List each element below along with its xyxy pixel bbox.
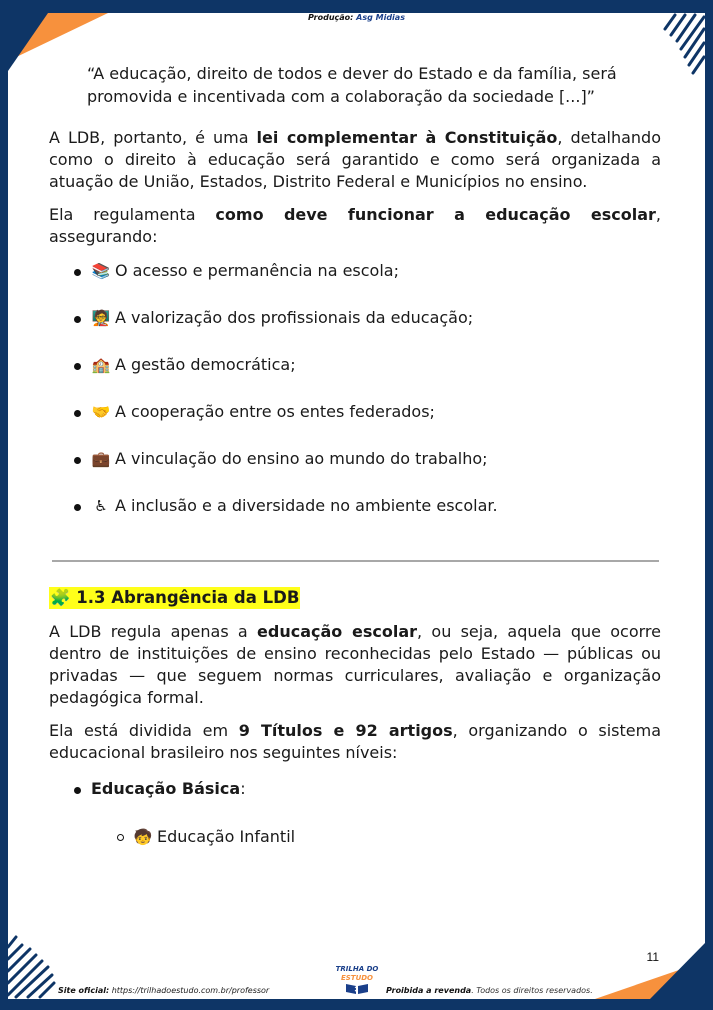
bullet-icon	[74, 316, 81, 323]
list-item-text: A inclusão e a diversidade no ambiente escolar.	[115, 496, 498, 515]
paragraph-ldb-complementary	[49, 127, 661, 193]
levels-list	[49, 778, 661, 848]
level-title: Educação Básica	[91, 779, 241, 798]
list-item	[49, 260, 661, 307]
bullet-icon	[74, 410, 81, 417]
bold-text: lei complementar à Constituição	[256, 128, 558, 147]
rights-bold: Proibida a revenda	[386, 986, 472, 995]
books-icon: 📚	[91, 262, 111, 280]
document-page	[8, 13, 705, 999]
text: , assegurando:	[49, 205, 661, 246]
logo-line2: ESTUDO	[340, 974, 374, 982]
section-heading	[49, 587, 300, 609]
list-item-text: O acesso e permanência na escola;	[115, 261, 399, 280]
text: , ou seja, aquela que ocorre dentro de instituições de ensino reconhecidas pelo Estado — públicas ou privadas — que seguem normas curriculares, avaliação e organização pedagógica formal.	[49, 622, 662, 707]
list-item	[49, 354, 661, 401]
wheelchair-icon: ♿	[94, 497, 108, 515]
school-icon: 🏫	[91, 356, 111, 374]
bullet-icon	[74, 787, 81, 794]
book-icon	[346, 984, 368, 994]
page-number: 11	[646, 950, 659, 964]
footer-rights	[386, 986, 593, 995]
text: , detalhando como o direito à educação será garantido e como será organizada a atuação de União, Estados, Distrito Federal e Municípios no ensino.	[49, 128, 662, 191]
corner-decoration-bottom-right	[595, 939, 705, 999]
list-item	[49, 778, 661, 848]
list-item-text: A valorização dos profissionais da educação;	[115, 308, 474, 327]
brand-logo	[327, 965, 387, 994]
list-item	[49, 401, 661, 448]
list-item	[49, 307, 661, 354]
constitution-quote: “A educação, direito de todos e dever do Estado e da família, será promovida e incentivada com a colaboração da sociedade [...]”	[87, 64, 617, 106]
list-item	[49, 495, 661, 542]
footer-site	[58, 986, 269, 995]
bullet-icon	[74, 504, 81, 511]
text: Ela está dividida em	[49, 721, 239, 740]
list-item	[49, 448, 661, 495]
producer-name: Asg Midias	[356, 13, 405, 22]
section-divider	[52, 560, 659, 562]
paragraph-scope	[49, 621, 661, 709]
text: A LDB, portanto, é uma	[49, 128, 257, 147]
handshake-icon: 🤝	[91, 403, 111, 421]
section-title: 1.3 Abrangência da LDB	[76, 588, 300, 607]
text: :	[240, 779, 246, 798]
main-content	[49, 62, 661, 848]
text: A LDB regula apenas a	[49, 622, 258, 641]
briefcase-icon: 💼	[91, 450, 111, 468]
bullet-icon	[74, 363, 81, 370]
sub-list-item	[49, 826, 661, 848]
bold-text: 9 Títulos e 92 artigos	[238, 721, 453, 740]
logo-line1: TRILHA DO	[335, 965, 379, 973]
paragraph-structure	[49, 720, 661, 764]
puzzle-icon: 🧩	[50, 588, 71, 607]
bold-text: educação escolar	[257, 622, 418, 641]
site-url: https://trilhadoestudo.com.br/professor	[111, 986, 270, 995]
site-label: Site oficial:	[58, 986, 110, 995]
list-item-text: A gestão democrática;	[115, 355, 296, 374]
bold-text: como deve funcionar a educação escolar	[215, 205, 656, 224]
bullet-icon	[74, 269, 81, 276]
teacher-icon: 🧑‍🏫	[91, 309, 111, 327]
sub-list-item-text: Educação Infantil	[157, 827, 296, 846]
child-icon: 🧒	[133, 828, 153, 846]
production-credit	[8, 13, 705, 22]
list-item-text: A cooperação entre os entes federados;	[115, 402, 435, 421]
bullet-icon	[74, 457, 81, 464]
production-label: Produção:	[308, 13, 354, 22]
circle-bullet-icon	[117, 834, 124, 841]
assurances-list	[49, 260, 661, 542]
rights-text: . Todos os direitos reservados.	[471, 986, 593, 995]
hatch-decoration-top-right	[657, 13, 705, 78]
text: , organizando o sistema educacional brasileiro nos seguintes níveis:	[49, 721, 661, 762]
text: Ela regulamenta	[49, 205, 216, 224]
paragraph-regulation	[49, 204, 661, 248]
list-item-text: A vinculação do ensino ao mundo do trabalho;	[115, 449, 488, 468]
hatch-decoration-bottom-left	[8, 927, 58, 999]
